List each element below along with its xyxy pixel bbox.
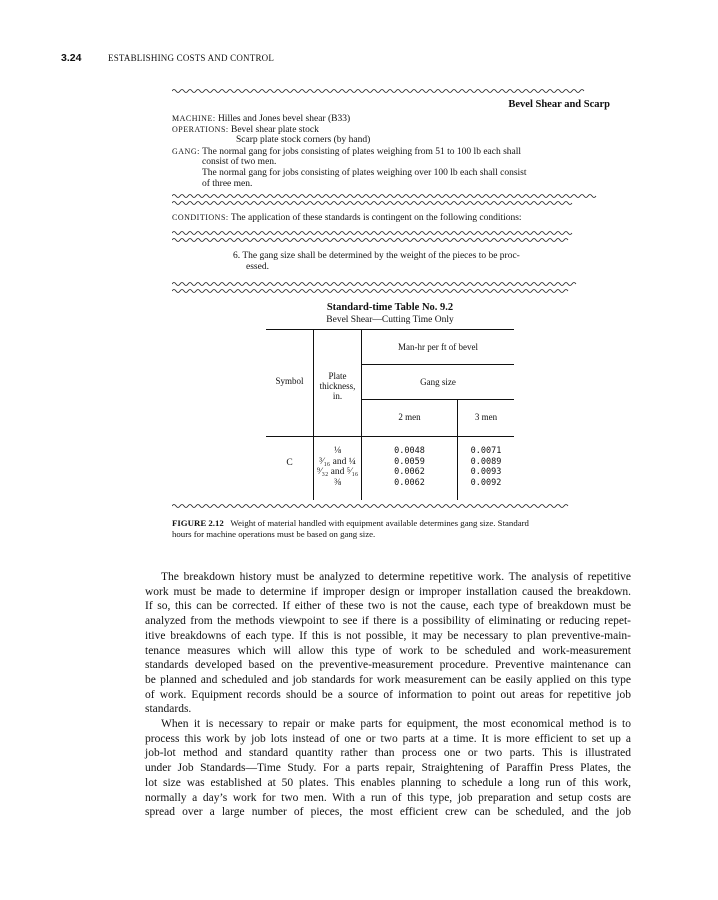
col-manhr-header: Man-hr per ft of bevel [398, 342, 478, 352]
body-line: itive breakdowns of each type. If this is not possible, it may be necessary to plan preventive-main- [145, 629, 631, 642]
body-line: job-lot method and standard quantity rather than process one or two parts. This is illustrated [145, 747, 631, 760]
body-line: of work. Equipment records should be a source of information to point out areas for repetitive job [145, 688, 631, 701]
wavy-break-line [172, 88, 609, 94]
wavy-break-line [172, 200, 609, 206]
thickness-cell: ⅛ [333, 446, 342, 456]
table-rule-header [266, 436, 514, 437]
running-title: ESTABLISHING COSTS AND CONTROL [108, 53, 275, 63]
form-title: Bevel Shear and Scarp [508, 99, 610, 110]
operation-2: Scarp plate stock corners (by hand) [236, 135, 371, 145]
three-men-cell: 0.0092 [470, 477, 502, 488]
machine-value: Hilles and Jones bevel shear (B33) [217, 114, 351, 124]
two-men-cell: 0.0062 [394, 477, 425, 488]
two-men-column [362, 446, 457, 488]
body-line: process this work by job lots instead of one or two parts at a time. It is more efficient to set up a [145, 732, 631, 745]
body-paragraph-2 [145, 717, 631, 820]
gang-line-4: of three men. [202, 179, 253, 189]
wavy-break-line [172, 288, 609, 294]
conditions-text: The application of these standards is contingent on the following conditions: [230, 213, 522, 223]
body-line: If so, this can be corrected. If either of these two is not the cause, each type of breakdown must be [145, 600, 631, 613]
body-line: be planned and scheduled and job standards for work measurement can be easily applied on this type [145, 673, 631, 686]
thickness-cell: ⁹⁄₃₂ and ⁵⁄₁₆ [316, 467, 359, 477]
two-men-cell: 0.0059 [394, 456, 425, 467]
thickness-cell: ⅜ [333, 477, 342, 488]
caption-label: FIGURE 2.12 [172, 518, 224, 528]
two-men-cell: 0.0062 [394, 467, 425, 477]
col-gang-header: Gang size [420, 377, 456, 387]
body-line: standards developed based on the preventive-measurement procedure. Preventive maintenance can [145, 659, 631, 672]
table-rule-gang [361, 399, 514, 400]
body-line: The breakdown history must be analyzed to determine repetitive work. The analysis of repetitive [161, 571, 631, 583]
condition-6-line-1: 6. The gang size shall be determined by the weight of the pieces to be proc- [233, 251, 520, 261]
gang-line-2: consist of two men. [202, 157, 277, 167]
body-line: under Job Standards—Time Study. For a parts repair, Straightening of Paraffin Press Plates, the [145, 762, 631, 775]
col-thickness-line-2: in. [332, 391, 343, 401]
table-subtitle: Bevel Shear—Cutting Time Only [326, 315, 454, 325]
caption-line-2: hours for machine operations must be based on gang size. [172, 529, 376, 539]
three-men-cell: 0.0071 [470, 446, 502, 456]
col-3men-header: 3 men [474, 412, 498, 422]
body-line: standards. [145, 703, 192, 716]
caption-line-1: Weight of material handled with equipment available determines gang size. Standard [230, 518, 529, 528]
operation-1: Bevel shear plate stock [231, 125, 319, 135]
body-paragraph-1 [145, 570, 631, 717]
two-men-cell: 0.0048 [394, 446, 425, 456]
thickness-cell: ³⁄₁₆ and ¼ [319, 456, 356, 467]
col-thickness-line-1: Plate thickness, [319, 371, 356, 391]
page-number: 3.24 [61, 52, 82, 64]
table-title: Standard-time Table No. 9.2 [326, 302, 454, 313]
gang-label: GANG: [172, 147, 200, 156]
operations-label: OPERATIONS: [172, 125, 229, 134]
symbol-cell: C [286, 458, 293, 468]
body-line: work must be made to determine if improper design or improper installation caused the breakdown. [145, 585, 631, 598]
body-line: normally a day’s work for two men. With a run of this type, job preparation and setup costs are [145, 791, 631, 804]
table-rule-manhr [361, 364, 514, 365]
body-line: analyzed from the methods viewpoint to see if there is a possibility of eliminating or reducing repet- [145, 615, 631, 628]
col-2men-header: 2 men [398, 412, 421, 422]
gang-line-3: The normal gang for jobs consisting of plates weighing over 100 lb each shall consist [202, 168, 527, 178]
thickness-column [314, 446, 361, 488]
wavy-break-line [172, 193, 609, 199]
condition-6-line-2: essed. [246, 262, 269, 272]
three-men-column [458, 446, 514, 488]
wavy-break-line [172, 503, 609, 509]
body-line: spread over a large number of pieces, the most efficient crew can be scheduled, and the job [145, 806, 631, 819]
three-men-cell: 0.0093 [470, 467, 502, 477]
body-line: tenance measures which will allow this type of work to be scheduled and work-measurement [145, 644, 631, 657]
table-rule-top [266, 329, 514, 330]
body-line: When it is necessary to repair or make parts for equipment, the most economical method is to [161, 718, 631, 730]
conditions-label: CONDITIONS: [172, 213, 229, 222]
machine-label: MACHINE: [172, 114, 216, 123]
gang-line-1: The normal gang for jobs consisting of plates weighing from 51 to 100 lb each shall [202, 147, 522, 157]
col-thickness-header [314, 371, 361, 401]
figure-caption [172, 518, 529, 540]
wavy-break-line [172, 281, 609, 287]
three-men-cell: 0.0089 [470, 456, 502, 467]
conditions-row [172, 212, 522, 225]
wavy-break-line [172, 237, 609, 243]
col-symbol-header: Symbol [275, 376, 304, 386]
body-line: lot size was established at 50 plates. This enables planning to schedule a long run of this work, [145, 776, 631, 789]
wavy-break-line [172, 230, 609, 236]
